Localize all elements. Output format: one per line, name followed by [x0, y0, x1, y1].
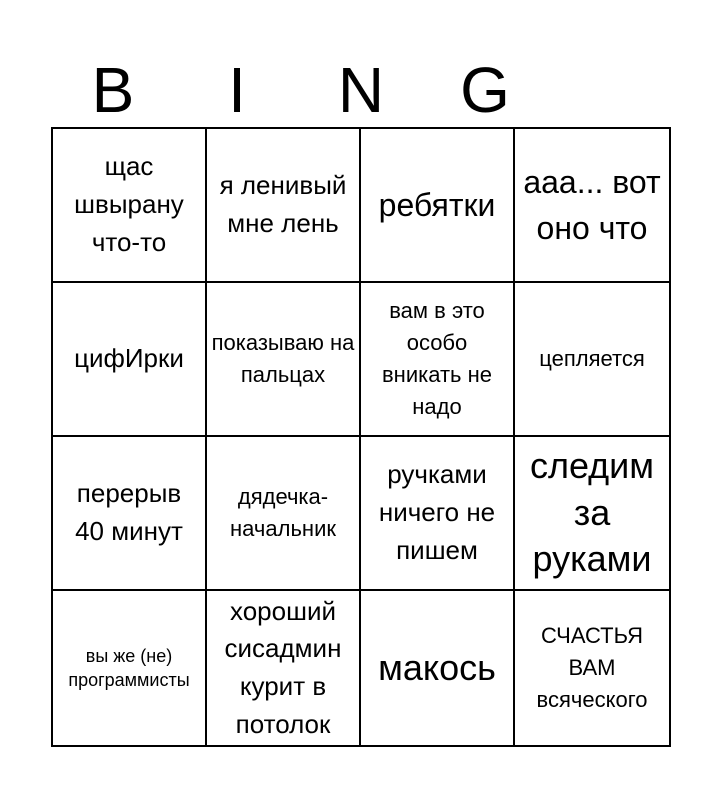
bingo-cell-r3c3[interactable] [361, 437, 515, 591]
bingo-cell-r4c3[interactable] [361, 591, 515, 745]
bingo-cell-r4c1[interactable] [53, 591, 207, 745]
cell-text: следим за руками [529, 444, 655, 580]
cell-text: ааа... вот оно что [523, 163, 661, 246]
bingo-cell-r1c2[interactable] [207, 129, 361, 283]
bingo-cell-r3c4[interactable] [515, 437, 669, 591]
cell-text: вам в это особо вникать не надо [381, 298, 493, 419]
cell-text: ребятки [378, 186, 496, 223]
bingo-cell-r1c1[interactable] [53, 129, 207, 283]
bingo-header [51, 52, 671, 128]
cell-text: макось [378, 646, 496, 688]
bingo-cell-r2c1[interactable] [53, 283, 207, 437]
cell-text: СЧАСТЬЯ ВАМ всяческого [536, 623, 648, 712]
bingo-cell-r3c1[interactable] [53, 437, 207, 591]
bingo-cell-r1c4[interactable] [515, 129, 669, 283]
cell-text: цепляется [539, 346, 645, 372]
bingo-board [51, 127, 671, 747]
bingo-cell-r4c4[interactable] [515, 591, 669, 745]
bingo-cell-r2c4[interactable] [515, 283, 669, 437]
cell-text: щас швырану что-то [74, 151, 184, 257]
bingo-cell-r2c2[interactable] [207, 283, 361, 437]
bingo-cell-r3c2[interactable] [207, 437, 361, 591]
bingo-cell-r2c3[interactable] [361, 283, 515, 437]
cell-text: я ленивый мне лень [219, 170, 347, 238]
header-letter-i: I [228, 54, 246, 126]
cell-text: вы же (не) программисты [68, 645, 190, 690]
cell-text: цифИрки [74, 343, 184, 374]
bingo-cell-r1c3[interactable] [361, 129, 515, 283]
cell-text: ручками ничего не пишем [378, 459, 496, 565]
cell-text: показываю на пальцах [211, 330, 355, 387]
cell-text: хороший сисадмин курит в потолок [224, 595, 342, 739]
header-letter-b: B [91, 54, 135, 126]
cell-text: дядечка-начальник [230, 484, 336, 541]
bingo-cell-r4c2[interactable] [207, 591, 361, 745]
cell-text: перерыв 40 минут [75, 478, 183, 546]
header-letter-g: G [460, 54, 510, 126]
header-letter-n: N [337, 54, 385, 126]
